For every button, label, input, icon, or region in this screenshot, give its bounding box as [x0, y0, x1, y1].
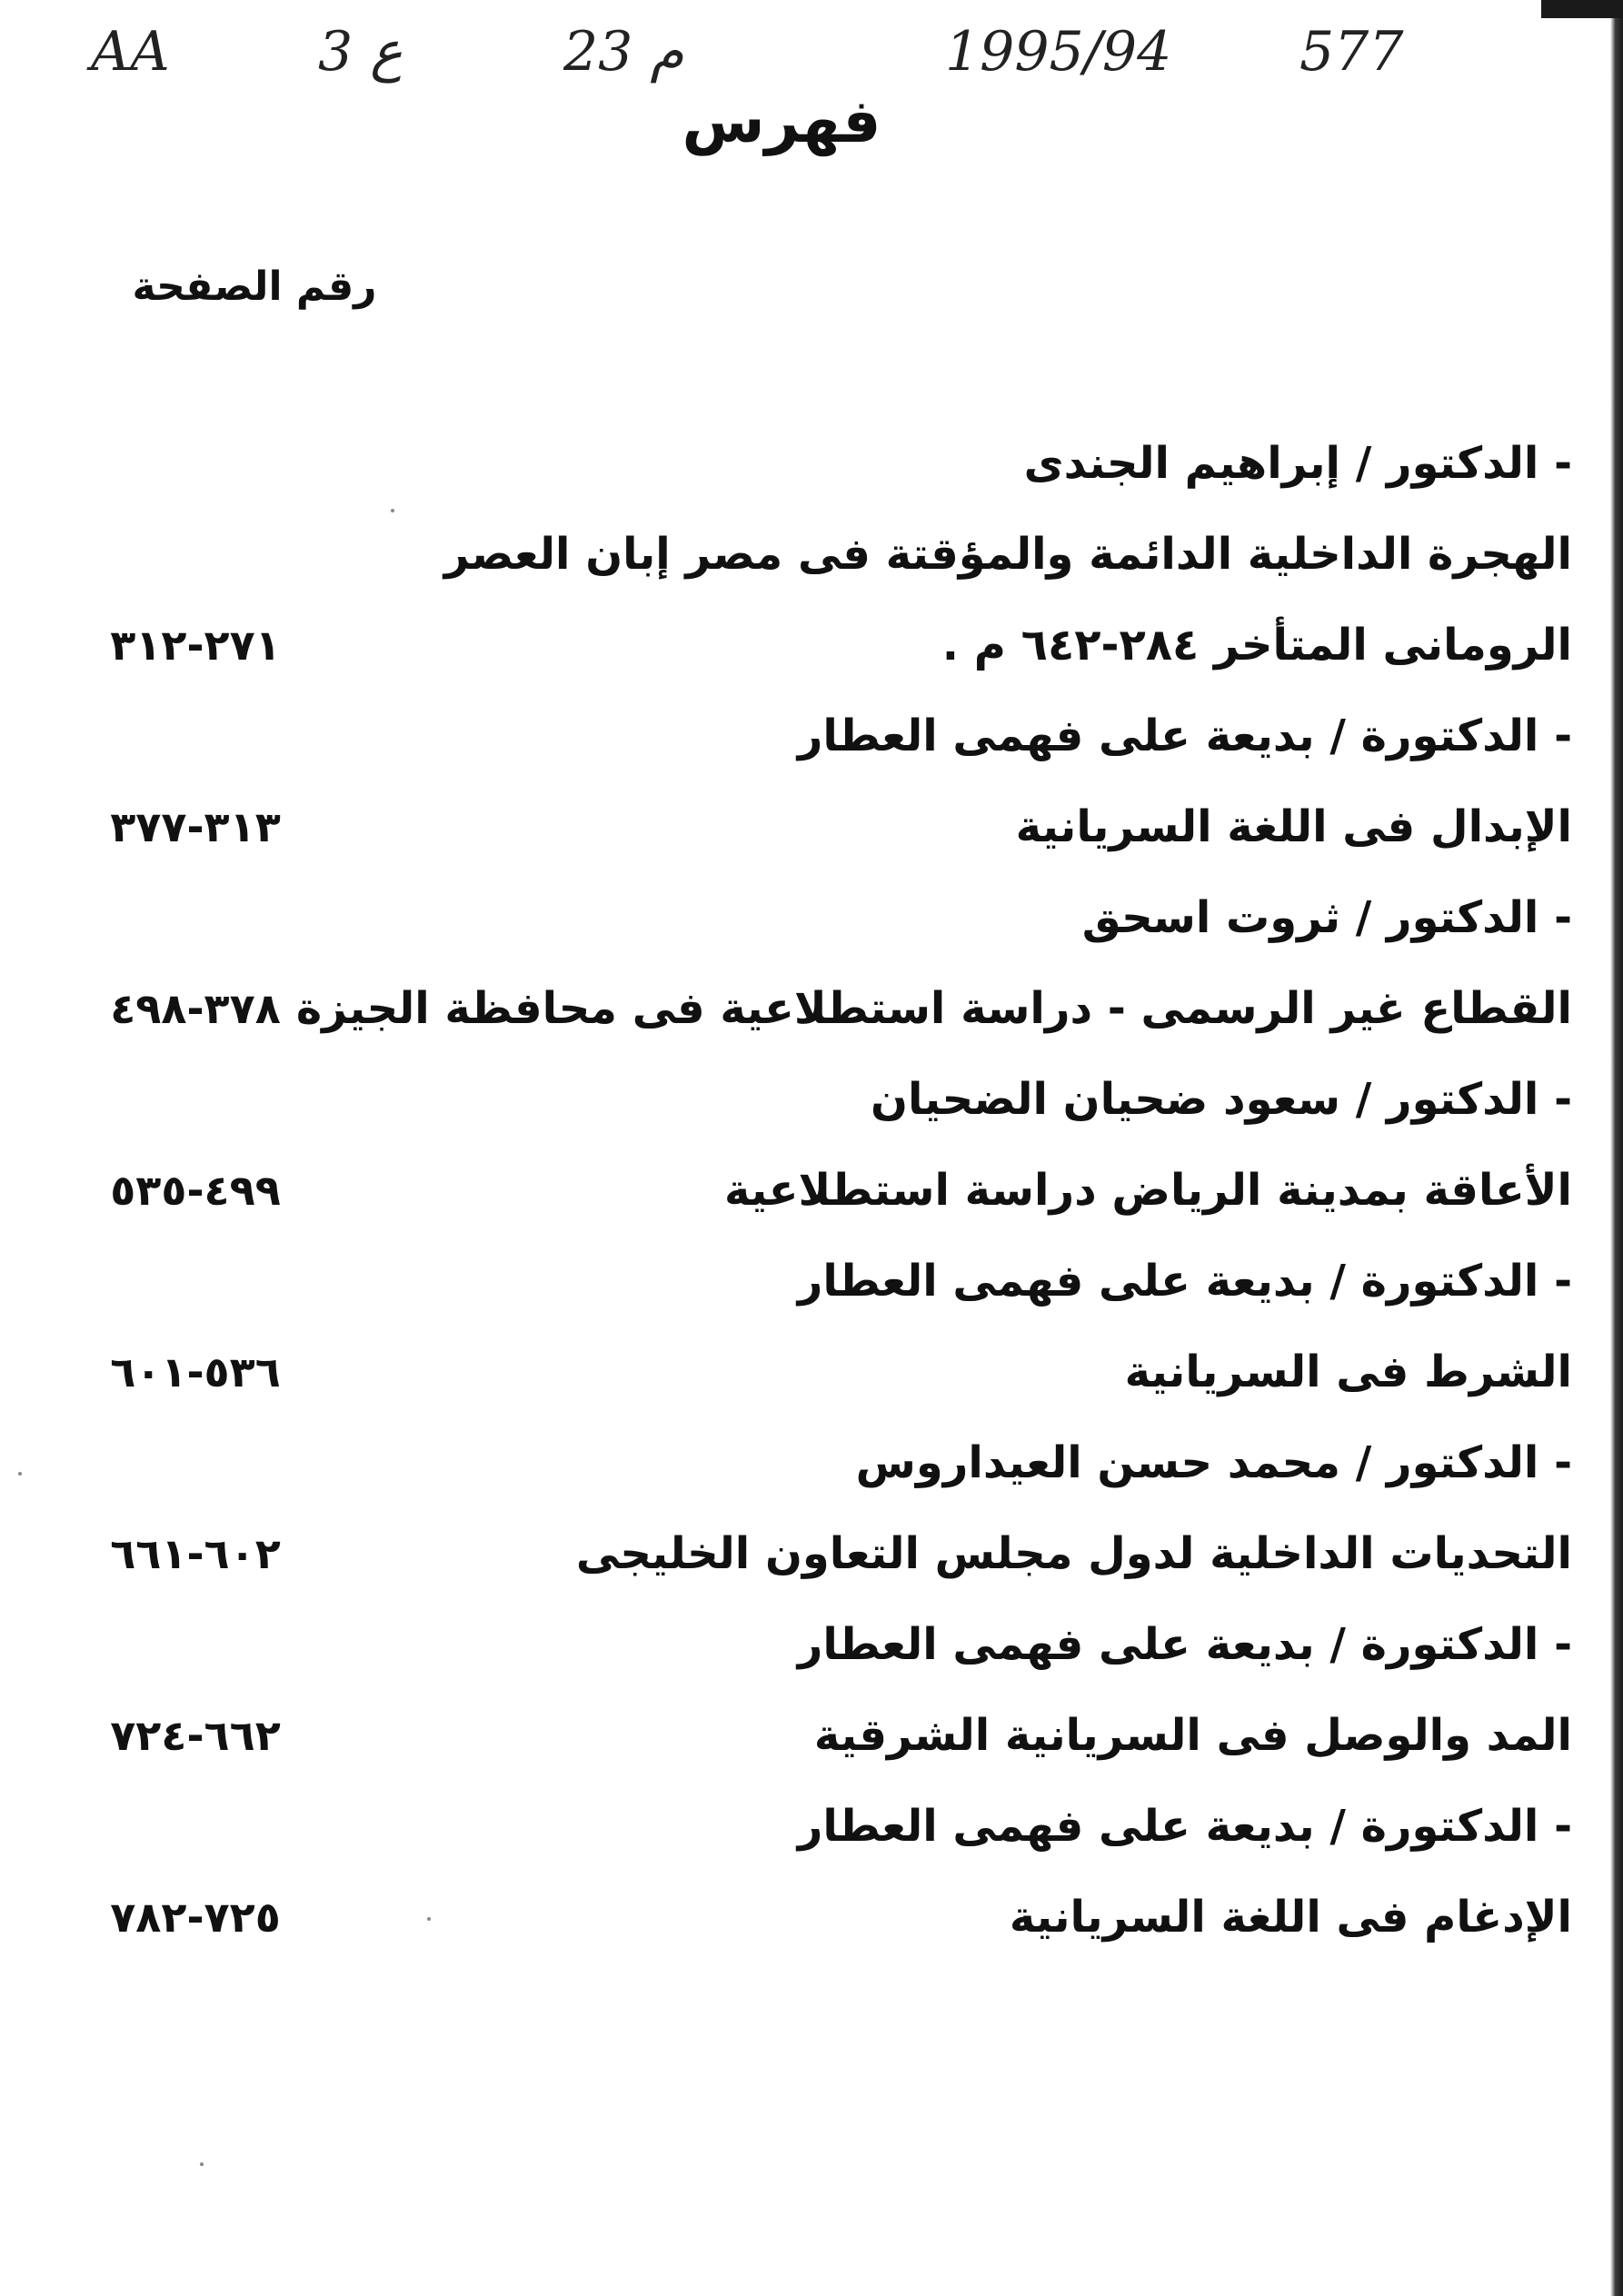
toc-entry-text: القطاع غير الرسمى - دراسة استطلاعية فى محافظة الجيزة: [295, 983, 1572, 1034]
toc-entry-pages: ٣١٣-٣٧٧: [110, 802, 281, 851]
toc-row: [73, 1881, 1572, 1972]
toc-entry-text: - الدكتورة / بديعة على فهمى العطار: [797, 1256, 1572, 1307]
toc-entry-text: الرومانى المتأخر ٢٨٤-٦٤٢ م .: [941, 620, 1572, 671]
toc-row: [73, 881, 1572, 972]
toc-entry-text: التحديات الداخلية لدول مجلس التعاون الخليجى: [575, 1528, 1572, 1579]
toc-row: [73, 1336, 1572, 1426]
toc-entry-text: - الدكتورة / بديعة على فهمى العطار: [797, 1801, 1572, 1852]
toc-row: [73, 1245, 1572, 1336]
toc-row: [73, 1608, 1572, 1699]
toc-entry-pages: ٦٦٢-٧٢٤: [110, 1711, 281, 1760]
toc-row: [73, 1063, 1572, 1154]
toc-entry-text: المد والوصل فى السريانية الشرقية: [813, 1710, 1572, 1761]
toc-entry-text: الإدغام فى اللغة السريانية: [1009, 1892, 1572, 1943]
toc-entry-text: الإبدال فى اللغة السريانية: [1015, 801, 1572, 852]
scan-speck: [391, 509, 394, 512]
toc-entry-pages: ٤٩٩-٥٣٥: [110, 1166, 281, 1215]
scan-speck: [18, 1472, 22, 1476]
toc-row: [73, 1426, 1572, 1517]
handwritten-note-1: AA: [91, 20, 170, 84]
toc-entry-text: الهجرة الداخلية الدائمة والمؤقتة فى مصر إبان العصر: [443, 529, 1572, 580]
page-title: فهرس: [682, 86, 881, 156]
toc-entry-pages: ٧٢٥-٧٨٢: [110, 1893, 281, 1942]
handwritten-note-4: 1995/94: [945, 20, 1172, 84]
handwritten-note-3: 23 م: [563, 20, 684, 84]
table-of-contents: [73, 427, 1572, 1972]
toc-entry-text: - الدكتور / ثروت اسحق: [1081, 892, 1572, 943]
toc-row: [73, 972, 1572, 1063]
toc-row: [73, 518, 1572, 609]
toc-row: [73, 1517, 1572, 1608]
toc-entry-text: - الدكتور / محمد حسن العيداروس: [855, 1437, 1572, 1488]
toc-entry-pages: ٣٧٨-٤٩٨: [110, 984, 281, 1033]
toc-row: [73, 1790, 1572, 1881]
toc-row: [73, 1699, 1572, 1790]
scan-speck: [200, 2162, 204, 2166]
scan-edge-corner: [1541, 0, 1623, 18]
toc-entry-pages: ٢٧١-٣١٢: [110, 621, 281, 670]
toc-entry-text: - الدكتور / سعود ضحيان الضحيان: [871, 1074, 1572, 1125]
toc-entry-text: الشرط فى السريانية: [1124, 1347, 1572, 1397]
handwritten-note-2: 3 ع: [318, 20, 403, 84]
toc-entry-text: - الدكتورة / بديعة على فهمى العطار: [797, 1619, 1572, 1670]
scan-edge-shadow: [1610, 0, 1623, 2296]
toc-entry-pages: ٦٠٢-٦٦١: [110, 1529, 281, 1578]
toc-entry-pages: ٥٣٦-٦٠١: [110, 1347, 281, 1396]
toc-entry-text: - الدكتورة / بديعة على فهمى العطار: [797, 711, 1572, 761]
toc-row: [73, 1154, 1572, 1245]
toc-row: [73, 609, 1572, 700]
toc-row: [73, 700, 1572, 790]
toc-row: [73, 790, 1572, 881]
toc-row: [73, 427, 1572, 518]
toc-entry-text: - الدكتور / إبراهيم الجندى: [1023, 438, 1572, 489]
scan-speck: [427, 1917, 431, 1921]
handwritten-note-5: 577: [1299, 20, 1404, 84]
toc-entry-text: الأعاقة بمدينة الرياض دراسة استطلاعية: [724, 1165, 1572, 1216]
page-number-column-header: رقم الصفحة: [132, 263, 377, 310]
